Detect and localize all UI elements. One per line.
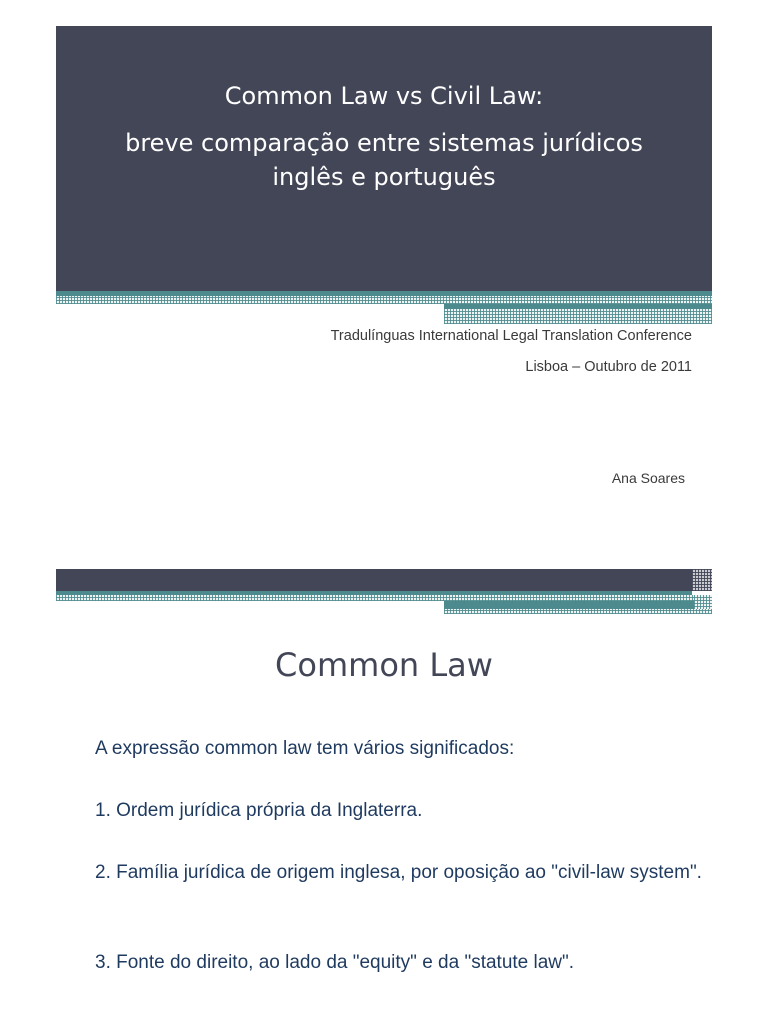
list-item: 3. Fonte do direito, ao lado da "equity" e da "statute law".	[95, 952, 575, 973]
hatch-stripe-short	[444, 609, 712, 614]
author-name: Ana Soares	[611, 470, 685, 486]
hatch-stripe	[56, 296, 712, 304]
header-band	[56, 569, 692, 591]
teal-stripe-short	[444, 601, 694, 609]
slide-heading: Common Law	[275, 646, 493, 684]
list-item: 2. Família jurídica de origem inglesa, por oposição ao "civil-law system".	[95, 862, 702, 883]
slide-common-law	[0, 560, 768, 1024]
presentation-title: Common Law vs Civil Law:	[224, 82, 544, 110]
location-date: Lisboa – Outubro de 2011	[525, 359, 692, 375]
header-hatch	[692, 569, 712, 591]
conference-name: Tradulínguas International Legal Translation Conference	[330, 328, 692, 344]
presentation-subtitle: breve comparação entre sistemas jurídicos inglês e português	[125, 129, 643, 191]
list-item: 1. Ordem jurídica própria da Inglaterra.	[95, 800, 423, 821]
title-block	[56, 26, 712, 291]
hatch-stripe-short	[444, 309, 712, 324]
intro-text: A expressão common law tem vários significados:	[95, 738, 515, 759]
